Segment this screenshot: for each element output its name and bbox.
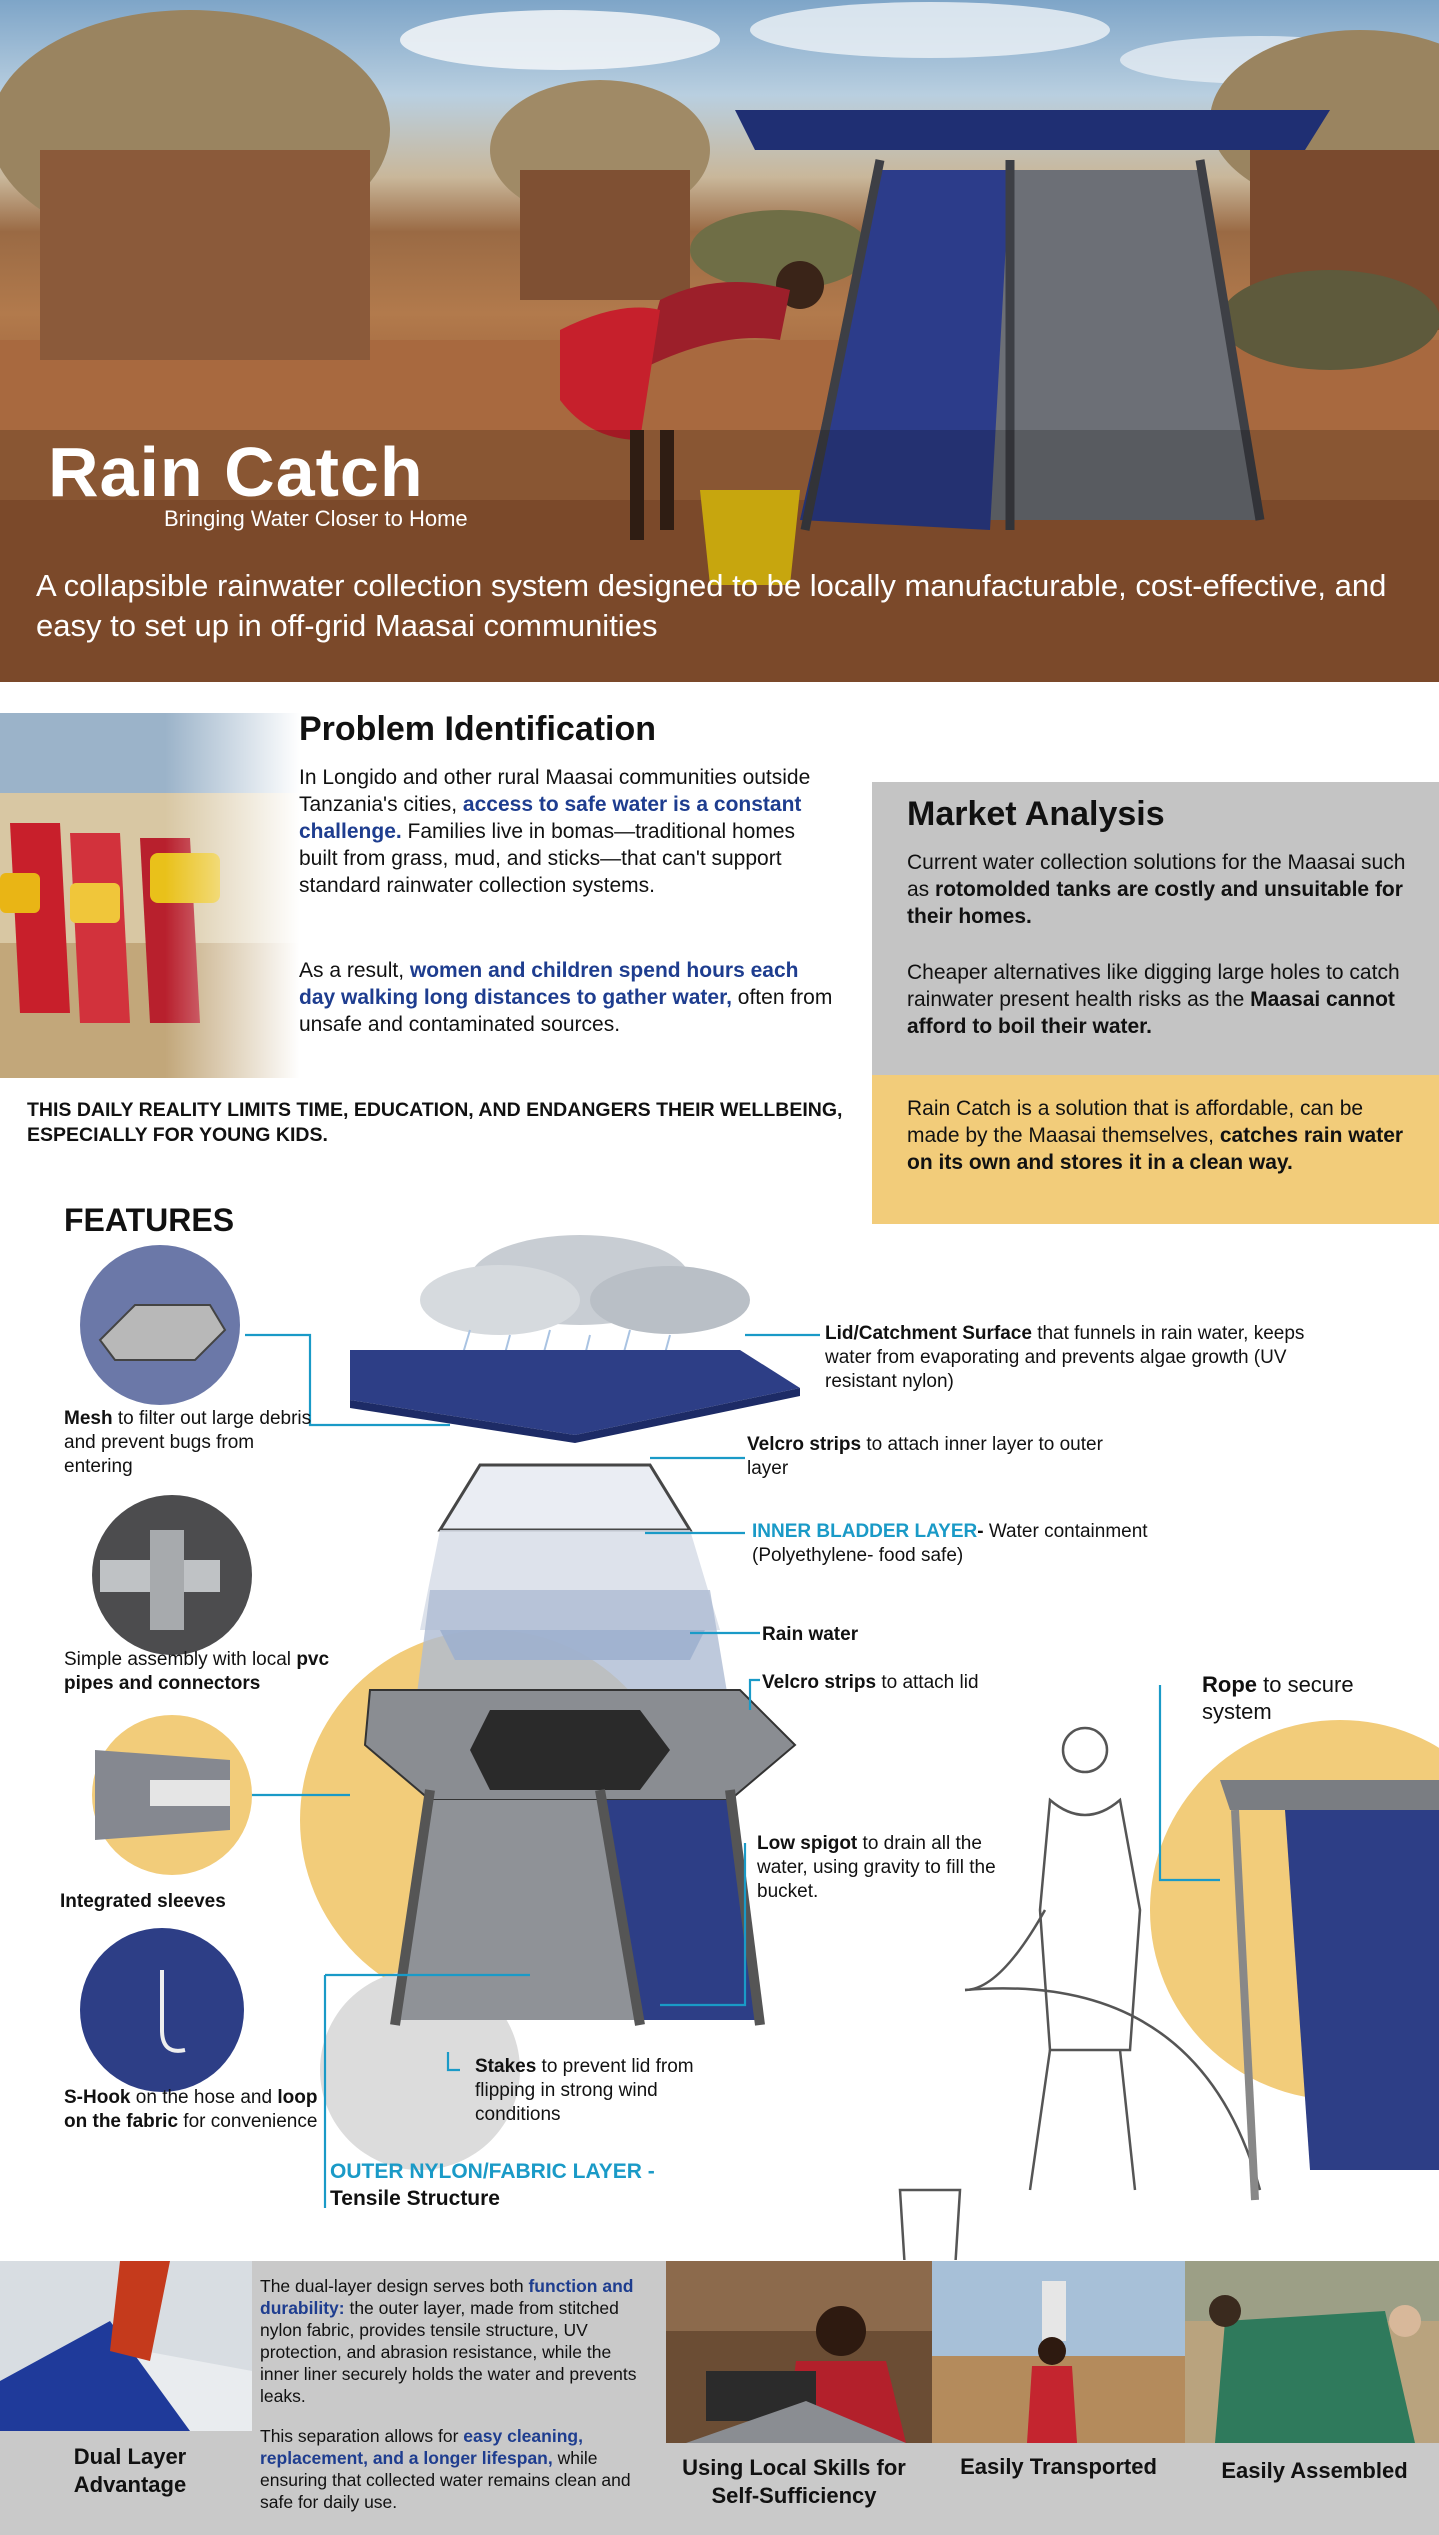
velcro-inner-label: Velcro strips to attach inner layer to outer layer [747, 1434, 1103, 1479]
assembly-photo [1185, 2261, 1439, 2443]
features-heading: FEATURES [64, 1202, 235, 1238]
market-paragraph-2: Cheaper alternatives like digging large holes to catch rainwater present health risks as the Maasai cannot afford to boil their water. [907, 961, 1400, 1038]
rope-label: Rope to secure system [1202, 1672, 1354, 1724]
lid-shape [350, 1350, 800, 1435]
problem-paragraph-2: As a result, women and children spend hours each day walking long distances to gather water, often from unsafe and contaminated sources. [299, 959, 833, 1036]
shook-label: S-Hook on the hose and loop on the fabric for convenience [64, 2087, 318, 2132]
stakes-label: Stakes to prevent lid from flipping in strong wind conditions [475, 2056, 694, 2125]
assembled-caption: Easily Assembled [1221, 2458, 1408, 2483]
problem-heading: Problem Identification [299, 710, 657, 748]
outer-layer-label: OUTER NYLON/FABRIC LAYER - Tensile Structure [330, 2160, 655, 2210]
dual-layer-text-1: The dual-layer design serves both function and durability: the outer layer, made from stitched nylon fabric, provides tensile structure, UV protection, and abrasion resistance, while the inner liner securely holds the water and prevents leaks. [260, 2276, 637, 2406]
women-carrying-water-photo [0, 713, 300, 1078]
mesh-label: Mesh to filter out large debris and prevent bugs from entering [64, 1408, 312, 1477]
problem-callout: THIS DAILY REALITY LIMITS TIME, EDUCATION, AND ENDANGERS THEIR WELLBEING, ESPECIALLY FOR YOUNG KIDS. [27, 1099, 843, 1146]
inner-bladder-label: INNER BLADDER LAYER- Water containment (Polyethylene- food safe) [752, 1521, 1148, 1566]
spigot-label: Low spigot to drain all the water, using gravity to fill the bucket. [757, 1833, 996, 1902]
dual-layer-photo [0, 2261, 252, 2431]
market-heading: Market Analysis [907, 795, 1165, 833]
pvc-label: Simple assembly with local pvc pipes and connectors [64, 1649, 330, 1694]
lid-label: Lid/Catchment Surface that funnels in rain water, keeps water from evaporating and prevents algae growth (UV resistant nylon) [825, 1323, 1305, 1392]
problem-paragraph-1: In Longido and other rural Maasai communities outside Tanzania's cities, access to safe water is a constant challenge. Families live in bomas—traditional homes built from grass, mud, and sticks—that can't support standard rainwater collection systems. [299, 766, 811, 897]
hero-description: A collapsible rainwater collection system designed to be locally manufacturable, cost-effective, and easy to set up in off-grid Maasai communities [36, 568, 1387, 643]
sewing-photo [666, 2261, 932, 2443]
sleeves-label: Integrated sleeves [60, 1891, 226, 1912]
transported-caption: Easily Transported [960, 2454, 1157, 2479]
page-title: Rain Catch [48, 433, 424, 511]
local-skills-caption: Using Local Skills for Self-Sufficiency [682, 2455, 906, 2508]
dual-layer-text-2: This separation allows for easy cleaning, replacement, and a longer lifespan, while ensuring that collected water remains clean and safe for daily use. [260, 2426, 631, 2512]
transport-photo [932, 2261, 1185, 2443]
solution-paragraph: Rain Catch is a solution that is affordable, can be made by the Maasai themselves, catches rain water on its own and stores it in a clean way. [907, 1097, 1404, 1174]
dual-layer-caption: Dual Layer Advantage [73, 2444, 187, 2497]
rain-water-label: Rain water [762, 1624, 859, 1645]
market-paragraph-1: Current water collection solutions for the Maasai such as rotomolded tanks are costly and unsuitable for their homes. [907, 851, 1406, 928]
velcro-lid-label: Velcro strips to attach lid [762, 1672, 979, 1693]
page-subtitle: Bringing Water Closer to Home [164, 506, 468, 531]
